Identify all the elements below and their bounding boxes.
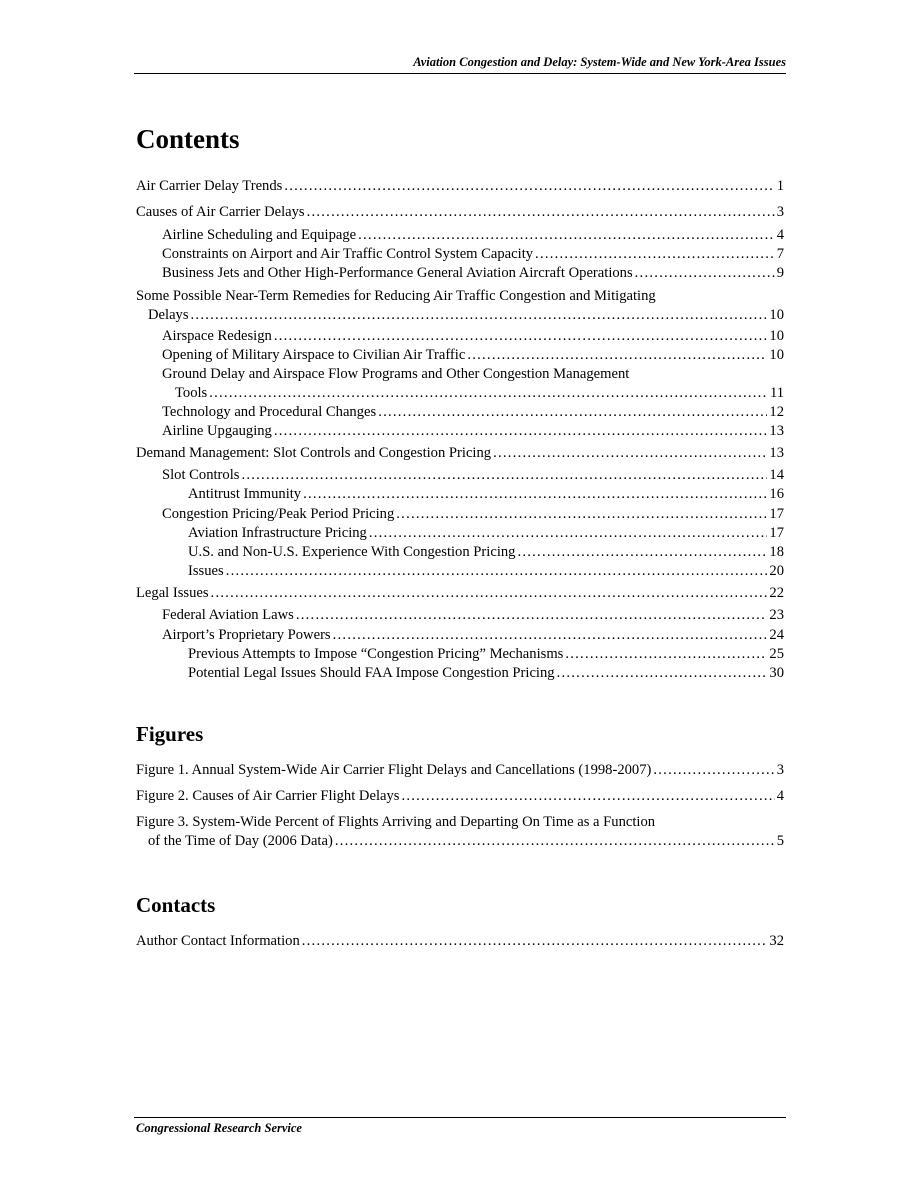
dot-leader <box>653 761 774 780</box>
toc-entry[interactable] <box>162 626 784 645</box>
toc-entry-page: 4 <box>776 227 784 243</box>
dot-leader <box>557 664 768 683</box>
figures-heading: Figures <box>136 722 204 746</box>
contact-entry[interactable] <box>136 932 784 951</box>
toc-entry-page: 14 <box>769 467 784 483</box>
dot-leader <box>517 543 767 562</box>
toc-entry[interactable] <box>188 485 784 504</box>
figure-entry-title: Figure 2. Causes of Air Carrier Flight Delays <box>136 788 400 804</box>
toc-entry-title: Causes of Air Carrier Delays <box>136 204 305 220</box>
toc-entry[interactable] <box>148 306 784 325</box>
dot-leader <box>396 505 767 524</box>
toc-entry-title: Air Carrier Delay Trends <box>136 178 283 194</box>
toc-entry-title: Congestion Pricing/Peak Period Pricing <box>162 506 395 522</box>
toc-entry[interactable] <box>162 226 784 245</box>
dot-leader <box>226 562 768 581</box>
toc-entry[interactable] <box>162 606 784 625</box>
footer-rule <box>134 1117 786 1118</box>
figure-entry-page: 5 <box>776 833 784 849</box>
toc-entry[interactable] <box>136 203 784 222</box>
toc-entry-title-continued: Delays <box>148 307 189 323</box>
toc-entry-page: 9 <box>776 265 784 281</box>
toc-entry-title: Airport’s Proprietary Powers <box>162 627 331 643</box>
toc-entry-page: 13 <box>769 423 784 439</box>
figure-entry[interactable] <box>136 761 784 780</box>
dot-leader <box>335 832 775 851</box>
toc-entry-title: Airspace Redesign <box>162 328 272 344</box>
toc-entry-page: 7 <box>776 246 784 262</box>
toc-entry[interactable] <box>188 664 784 683</box>
running-header: Aviation Congestion and Delay: System-Wide and New York-Area Issues <box>413 55 786 69</box>
toc-entry[interactable] <box>162 264 784 283</box>
dot-leader <box>274 422 768 441</box>
toc-entry-page: 17 <box>769 525 784 541</box>
figure-entry-title[interactable]: Figure 3. System-Wide Percent of Flights Arriving and Departing On Time as a Function <box>136 814 656 830</box>
toc-entry[interactable] <box>136 444 784 463</box>
toc-entry-page: 24 <box>769 627 784 643</box>
dot-leader <box>191 306 768 325</box>
figure-entry-title: Figure 1. Annual System-Wide Air Carrier Flight Delays and Cancellations (1998-2007) <box>136 762 652 778</box>
dot-leader <box>211 584 768 603</box>
toc-entry-page: 1 <box>776 178 784 194</box>
toc-entry[interactable] <box>162 245 784 264</box>
dot-leader <box>241 466 767 485</box>
figure-entry-page: 4 <box>776 788 784 804</box>
toc-entry-page: 10 <box>769 307 784 323</box>
contact-entry-page: 32 <box>769 933 784 949</box>
contacts-heading: Contacts <box>136 893 216 917</box>
toc-entry-page: 10 <box>769 328 784 344</box>
toc-entry-title[interactable]: Ground Delay and Airspace Flow Programs and Other Congestion Management <box>162 366 630 382</box>
toc-entry[interactable] <box>162 346 784 365</box>
toc-entry[interactable] <box>188 645 784 664</box>
toc-entry-page: 17 <box>769 506 784 522</box>
toc-entry-title: U.S. and Non-U.S. Experience With Congestion Pricing <box>188 544 516 560</box>
toc-entry[interactable] <box>188 524 784 543</box>
toc-entry-page: 25 <box>769 646 784 662</box>
toc-entry-page: 22 <box>769 585 784 601</box>
toc-entry-title: Business Jets and Other High-Performance General Aviation Aircraft Operations <box>162 265 633 281</box>
toc-entry-page: 10 <box>769 347 784 363</box>
toc-entry[interactable] <box>162 505 784 524</box>
dot-leader <box>274 327 768 346</box>
contents-heading: Contents <box>136 124 240 154</box>
toc-entry-title: Slot Controls <box>162 467 240 483</box>
toc-entry[interactable] <box>162 403 784 422</box>
toc-entry-title: Antitrust Immunity <box>188 486 302 502</box>
toc-entry-page: 18 <box>769 544 784 560</box>
figure-entry[interactable] <box>136 787 784 806</box>
toc-entry-page: 11 <box>769 385 784 401</box>
toc-entry-title: Aviation Infrastructure Pricing <box>188 525 367 541</box>
toc-entry[interactable] <box>162 422 784 441</box>
dot-leader <box>565 645 767 664</box>
toc-entry-title: Federal Aviation Laws <box>162 607 294 623</box>
dot-leader <box>302 932 768 951</box>
dot-leader <box>467 346 767 365</box>
toc-entry-page: 16 <box>769 486 784 502</box>
dot-leader <box>358 226 775 245</box>
dot-leader <box>401 787 774 806</box>
dot-leader <box>493 444 767 463</box>
figure-entry-page: 3 <box>776 762 784 778</box>
toc-entry-page: 20 <box>769 563 784 579</box>
contact-entry-title: Author Contact Information <box>136 933 300 949</box>
figure-entry[interactable] <box>148 832 784 851</box>
toc-entry-title: Legal Issues <box>136 585 209 601</box>
toc-entry-page: 3 <box>776 204 784 220</box>
toc-entry-title: Opening of Military Airspace to Civilian Air Traffic <box>162 347 466 363</box>
dot-leader <box>378 403 767 422</box>
toc-entry[interactable] <box>188 543 784 562</box>
toc-entry-title: Issues <box>188 563 224 579</box>
running-footer: Congressional Research Service <box>136 1121 302 1135</box>
toc-entry[interactable] <box>162 327 784 346</box>
toc-entry-title: Potential Legal Issues Should FAA Impose Congestion Pricing <box>188 665 555 681</box>
header-rule <box>134 73 786 74</box>
toc-entry-title: Constraints on Airport and Air Traffic Control System Capacity <box>162 246 534 262</box>
dot-leader <box>307 203 775 222</box>
toc-entry-title: Previous Attempts to Impose “Congestion Pricing” Mechanisms <box>188 646 564 662</box>
toc-entry[interactable] <box>136 584 784 603</box>
toc-entry-page: 30 <box>769 665 784 681</box>
toc-entry-title: Airline Upgauging <box>162 423 272 439</box>
dot-leader <box>296 606 768 625</box>
dot-leader <box>303 485 767 504</box>
toc-entry[interactable] <box>136 177 784 196</box>
toc-entry-title[interactable]: Some Possible Near-Term Remedies for Reducing Air Traffic Congestion and Mitigating <box>136 288 656 304</box>
toc-entry[interactable] <box>188 562 784 581</box>
dot-leader <box>209 384 768 403</box>
toc-entry-page: 13 <box>769 445 784 461</box>
toc-entry-title: Demand Management: Slot Controls and Congestion Pricing <box>136 445 492 461</box>
dot-leader <box>284 177 774 196</box>
dot-leader <box>535 245 775 264</box>
toc-entry-page: 12 <box>769 404 784 420</box>
toc-entry[interactable] <box>162 466 784 485</box>
toc-entry-title: Technology and Procedural Changes <box>162 404 377 420</box>
toc-entry-page: 23 <box>769 607 784 623</box>
dot-leader <box>333 626 768 645</box>
figure-entry-title-continued: of the Time of Day (2006 Data) <box>148 833 333 849</box>
toc-entry[interactable] <box>175 384 784 403</box>
dot-leader <box>369 524 768 543</box>
toc-entry-title: Airline Scheduling and Equipage <box>162 227 357 243</box>
dot-leader <box>635 264 775 283</box>
toc-entry-title-continued: Tools <box>175 385 208 401</box>
